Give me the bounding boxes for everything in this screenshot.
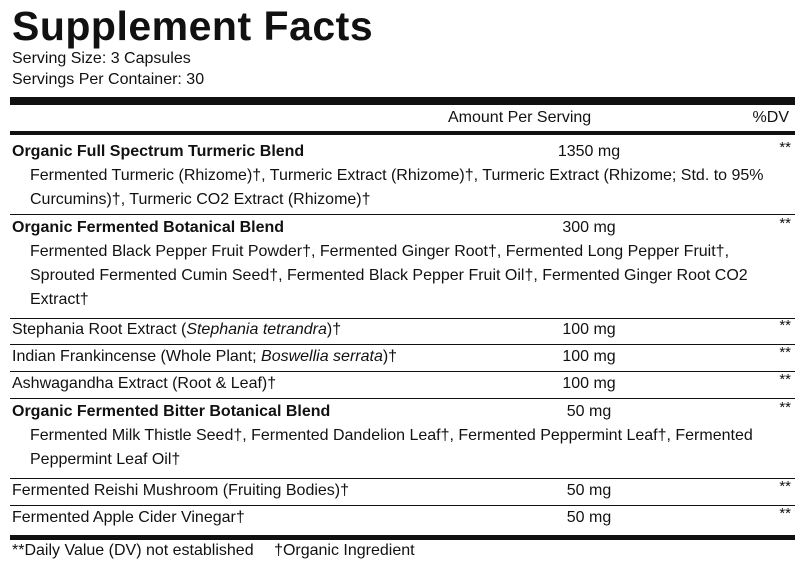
ingredient-dv: **	[779, 505, 791, 522]
row-divider	[10, 214, 795, 215]
ingredient-name: Ashwagandha Extract (Root & Leaf)†	[12, 375, 277, 392]
ingredient-amount: 50 mg	[566, 482, 612, 499]
ingredient-row	[10, 216, 795, 316]
ingredient-row	[10, 479, 795, 505]
ingredient-row	[10, 400, 795, 476]
ingredient-name: Organic Fermented Bitter Botanical Blend	[12, 403, 331, 420]
footnote-dv: **Daily Value (DV) not established	[12, 542, 254, 559]
panel-title: Supplement Facts	[12, 3, 374, 49]
ingredient-row	[10, 372, 795, 398]
footnotes	[12, 542, 431, 560]
ingredient-dv: **	[779, 139, 791, 156]
ingredient-sub-list: Fermented Turmeric (Rhizome)†, Turmeric Extract (Rhizome)†, Turmeric Extract (Rhizome; Std. to 95% Curcumins)†, Turmeric CO2 Extract (Rhizome)†	[30, 167, 764, 208]
thick-divider-bottom	[10, 535, 795, 540]
ingredient-dv: **	[779, 399, 791, 416]
thick-divider-top	[10, 97, 795, 105]
ingredient-name: Stephania Root Extract (Stephania tetrandra)†	[12, 321, 342, 338]
ingredient-row	[10, 506, 795, 532]
ingredient-name: Organic Fermented Botanical Blend	[12, 219, 285, 236]
ingredient-name: Organic Full Spectrum Turmeric Blend	[12, 143, 305, 160]
ingredient-name: Fermented Reishi Mushroom (Fruiting Bodies)†	[12, 482, 350, 499]
footnote-organic: †Organic Ingredient	[274, 542, 415, 559]
ingredient-amount: 300 mg	[562, 219, 616, 236]
supplement-facts-panel	[10, 0, 795, 567]
ingredient-dv: **	[779, 344, 791, 361]
ingredient-sub-list: Fermented Black Pepper Fruit Powder†, Fermented Ginger Root†, Fermented Long Pepper Fruit†, Sprouted Fermented Cumin Seed†, Fermented Black Pepper Fruit Oil†, Fermented Ginger Root CO2 Extract†	[30, 243, 748, 308]
ingredient-amount: 50 mg	[566, 403, 612, 420]
column-header	[10, 105, 795, 131]
ingredient-name: Indian Frankincense (Whole Plant; Boswellia serrata)†	[12, 348, 398, 365]
ingredient-name: Fermented Apple Cider Vinegar†	[12, 509, 245, 526]
ingredient-amount: 100 mg	[562, 375, 616, 392]
ingredient-dv: **	[779, 317, 791, 334]
serving-size: Serving Size: 3 Capsules	[12, 50, 191, 67]
ingredient-amount: 1350 mg	[557, 143, 621, 160]
ingredient-row	[10, 140, 795, 210]
thick-divider-header	[10, 131, 795, 135]
ingredient-row	[10, 345, 795, 371]
ingredient-amount: 50 mg	[566, 509, 612, 526]
ingredient-dv: **	[779, 478, 791, 495]
ingredient-dv: **	[779, 371, 791, 388]
dv-header: %DV	[752, 109, 789, 126]
ingredient-sub-list: Fermented Milk Thistle Seed†, Fermented Dandelion Leaf†, Fermented Peppermint Leaf†, Fermented Peppermint Leaf Oil†	[30, 427, 753, 468]
row-divider	[10, 398, 795, 399]
ingredient-amount: 100 mg	[562, 321, 616, 338]
ingredient-amount: 100 mg	[562, 348, 616, 365]
ingredient-row	[10, 318, 795, 344]
servings-per-container: Servings Per Container: 30	[12, 71, 205, 88]
ingredient-dv: **	[779, 215, 791, 232]
amount-header: Amount Per Serving	[448, 109, 592, 126]
